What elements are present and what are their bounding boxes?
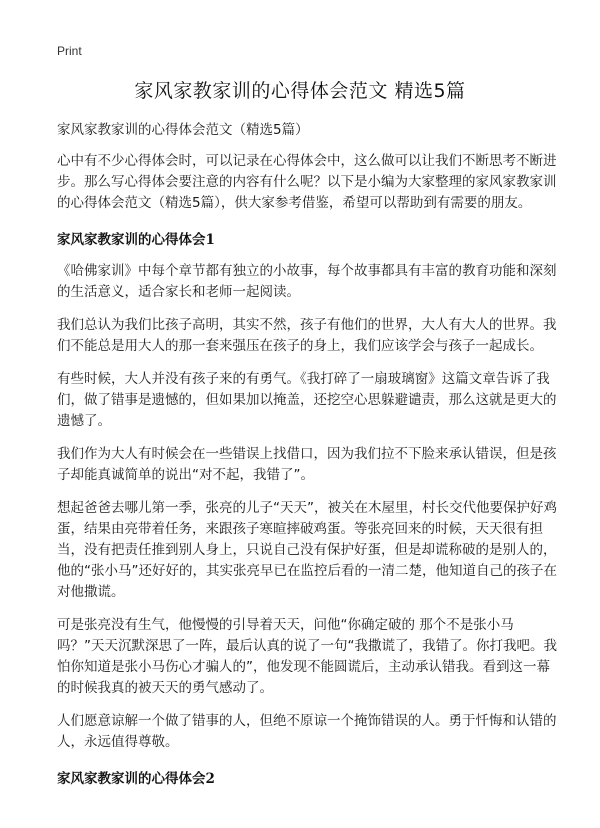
- paragraph: 《哈佛家训》中每个章节都有独立的小故事，每个故事都具有丰富的教育功能和深刻的生活意义，适合家长和老师一起阅读。: [57, 263, 557, 300]
- section-heading-2: 家风家教家训的心得体会2: [57, 771, 215, 787]
- paragraph: 我们总认为我们比孩子高明，其实不然，孩子有他们的世界，大人有大人的世界。我们不能总是用大人的那一套来强压在孩子的身上，我们应该学会与孩子一起成长。: [57, 317, 557, 354]
- paragraph: 我们作为大人有时候会在一些错误上找借口，因为我们拉不下脸来承认错误，但是孩子却能真诚简单的说出“对不起，我错了”。: [57, 446, 557, 483]
- article-body: [57, 120, 557, 800]
- intro-paragraph: 心中有不少心得体会时，可以记录在心得体会中，这么做可以让我们不断思考不断进步。那么写心得体会要注意的内容有什么呢？以下是小编为大家整理的家风家教家训的心得体会范文（精选5篇），供大家参考借鉴，希望可以帮助到有需要的朋友。: [57, 153, 557, 211]
- paragraph: 有些时候，大人并没有孩子来的有勇气。《我打碎了一扇玻璃窗》这篇文章告诉了我们，做了错事是遗憾的，但如果加以掩盖，还挖空心思躲避谴责，那么这就是更大的遗憾了。: [57, 371, 557, 429]
- print-link[interactable]: Print: [57, 44, 82, 58]
- article-subtitle: 家风家教家训的心得体会范文（精选5篇）: [57, 122, 309, 138]
- paragraph: 想起爸爸去哪儿第一季，张亮的儿子“天天”，被关在木屋里，村长交代他要保护好鸡蛋，结果由亮带着任务，来跟孩子寒暄摔破鸡蛋。等张亮回来的时候，天天很有担当，没有把责任推到别人身上，只说自己没有保护好蛋，但是却谎称破的是别人的，他的“张小马”还好好的，其实张亮早已在监控后看的一清二楚，他知道自己的孩子在对他撒谎。: [57, 500, 557, 600]
- page-title: 家风家教家训的心得体会范文 精选5篇: [134, 80, 466, 102]
- section-heading-1: 家风家教家训的心得体会1: [57, 232, 215, 248]
- paragraph: 人们愿意谅解一个做了错事的人，但绝不原谅一个掩饰错误的人。勇于忏悔和认错的人，永远值得尊敬。: [57, 713, 557, 750]
- paragraph: 可是张亮没有生气，他慢慢的引导着天天，问他“你确定破的 那个不是张小马吗？”天天沉默深思了一阵，最后认真的说了一句“我撒谎了，我错了。你打我吧。我怕你知道是张小马伤心才骗人的”，他发现不能圆谎后，主动承认错我。看到这一幕的时候我真的被天天的勇气感动了。: [57, 617, 557, 696]
